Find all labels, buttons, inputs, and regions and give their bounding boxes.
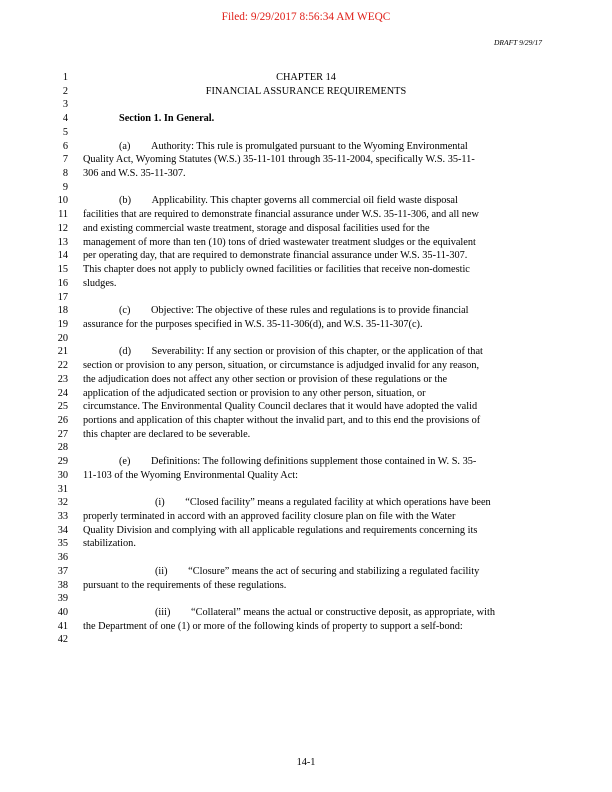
- line-number: 29: [57, 456, 68, 468]
- line-number: 7: [62, 154, 68, 166]
- line-number: 39: [57, 593, 68, 605]
- line-text: the adjudication does not affect any other section or provision of these regulations or the: [83, 373, 448, 385]
- line-number: 26: [57, 414, 68, 426]
- document-line: [0, 236, 612, 250]
- line-number: 31: [57, 483, 68, 495]
- line-number: 24: [57, 387, 68, 399]
- line-text: circumstance. The Environmental Quality Council declares that it would have adopted the valid: [83, 401, 478, 413]
- line-number: 35: [57, 538, 68, 550]
- line-text: (e) Definitions: The following definitions supplement those contained in W. S. 35-: [119, 456, 477, 468]
- line-number: 34: [57, 524, 68, 536]
- line-text: stabilization.: [83, 538, 136, 550]
- document-line: [0, 496, 612, 510]
- line-text: assurance for the purposes specified in W.S. 35-11-306(d), and W.S. 35-11-307(c).: [83, 318, 423, 330]
- line-number: 1: [62, 72, 68, 83]
- heading-line: CHAPTER 14: [276, 72, 336, 83]
- draft-label: DRAFT 9/29/17: [494, 38, 542, 47]
- document-line: [0, 524, 612, 538]
- line-number: 23: [57, 373, 68, 385]
- document-line: [0, 428, 612, 442]
- page-number: 14-1: [296, 757, 316, 768]
- line-number: 5: [62, 126, 68, 138]
- document-line: [0, 551, 612, 565]
- document-line: [0, 263, 612, 277]
- document-line: [0, 332, 612, 346]
- line-text: and existing commercial waste treatment, storage and disposal facilities used for the: [83, 222, 430, 234]
- line-number: 30: [57, 469, 68, 481]
- document-line: [0, 71, 612, 85]
- document-line: [0, 249, 612, 263]
- document-line: [0, 633, 612, 647]
- line-text: facilities that are required to demonstrate financial assurance under W.S. 35-11-306, and all new: [83, 209, 479, 221]
- line-text: (ii) “Closure” means the act of securing and stabilizing a regulated facility: [155, 565, 480, 577]
- filed-stamp: Filed: 9/29/2017 8:56:34 AM WEQC: [221, 11, 391, 23]
- line-number: 28: [57, 442, 68, 454]
- document-line: [0, 85, 612, 99]
- line-number: 18: [57, 305, 68, 317]
- document-line: [0, 112, 612, 126]
- document-line: [0, 373, 612, 387]
- line-number: 21: [57, 346, 68, 358]
- document-line: [0, 222, 612, 236]
- line-text: management of more than ten (10) tons of dried wastewater treatment sludges or the equivalent: [83, 236, 476, 248]
- line-number: 25: [57, 401, 68, 413]
- line-number: 8: [62, 168, 68, 180]
- document-line: [0, 181, 612, 195]
- line-number: 33: [57, 511, 68, 522]
- line-text: portions and application of this chapter without the invalid part, and to this end the provisions of: [83, 414, 481, 426]
- document-line: [0, 208, 612, 222]
- line-number: 2: [62, 85, 68, 97]
- line-number: 37: [57, 565, 68, 577]
- document-line: [0, 318, 612, 332]
- line-number: 16: [57, 277, 68, 289]
- line-number: 36: [57, 552, 68, 564]
- line-text: (b) Applicability. This chapter governs all commercial oil field waste disposal: [119, 195, 458, 207]
- line-number: 9: [62, 181, 68, 193]
- line-number: 4: [62, 113, 68, 125]
- document-line: [0, 620, 612, 634]
- line-number: 14: [57, 250, 68, 262]
- document-line: [0, 345, 612, 359]
- line-text: (d) Severability: If any section or provision of this chapter, or the application of that: [119, 346, 483, 358]
- line-number: 3: [62, 99, 68, 111]
- document-line: [0, 153, 612, 167]
- line-text: sludges.: [83, 277, 117, 289]
- line-number: 38: [57, 579, 68, 591]
- line-text: per operating day, that are required to demonstrate financial assurance under W.S. 35-11-307.: [83, 250, 468, 262]
- document-line: [0, 277, 612, 291]
- heading-line: FINANCIAL ASSURANCE REQUIREMENTS: [205, 85, 407, 97]
- line-number: 17: [57, 291, 68, 303]
- document-line: [0, 592, 612, 606]
- document-line: [0, 359, 612, 373]
- document-line: [0, 126, 612, 140]
- document-line: [0, 441, 612, 455]
- line-text: application of the adjudicated section or provision to any other person, situation, or: [83, 387, 426, 399]
- line-number: 19: [57, 318, 68, 330]
- document-line: [0, 167, 612, 181]
- line-number: 40: [57, 607, 68, 619]
- line-number: 27: [57, 428, 68, 440]
- line-text: (iii) “Collateral” means the actual or constructive deposit, as appropriate, with: [155, 607, 495, 619]
- line-text: This chapter does not apply to publicly owned facilities or facilities that receive non-domestic: [83, 264, 470, 276]
- line-number: 20: [57, 332, 68, 344]
- document-line: [0, 304, 612, 318]
- document-line: [0, 565, 612, 579]
- line-text: Quality Act, Wyoming Statutes (W.S.) 35-11-101 through 35-11-2004, specifically W.S. 35-11-: [83, 154, 475, 166]
- document-line: [0, 140, 612, 154]
- line-number: 11: [58, 209, 68, 221]
- document-line: [0, 414, 612, 428]
- line-text: Quality Division and complying with all applicable regulations and requirements concerning its: [83, 524, 478, 536]
- document-body: [0, 71, 612, 647]
- document-line: [0, 194, 612, 208]
- line-text: the Department of one (1) or more of the following kinds of property to support a self-bond:: [83, 620, 463, 632]
- line-number: 22: [57, 360, 68, 372]
- document-line: [0, 291, 612, 305]
- line-number: 32: [57, 497, 68, 509]
- document-line: [0, 387, 612, 401]
- section-heading: Section 1. In General.: [119, 113, 215, 125]
- line-text: section or provision to any person, situation, or circumstance is adjudged invalid for any reason,: [83, 360, 480, 372]
- line-text: properly terminated in accord with an approved facility closure plan on file with the Water: [83, 511, 456, 522]
- line-text: 306 and W.S. 35-11-307.: [83, 168, 186, 180]
- line-number: 42: [57, 634, 68, 646]
- document-line: [0, 606, 612, 620]
- line-text: (c) Objective: The objective of these rules and regulations is to provide financial: [119, 305, 469, 317]
- document-line: [0, 469, 612, 483]
- line-text: 11-103 of the Wyoming Environmental Quality Act:: [83, 469, 299, 481]
- line-number: 12: [57, 222, 68, 234]
- line-text: pursuant to the requirements of these regulations.: [83, 579, 287, 591]
- line-text: (a) Authority: This rule is promulgated pursuant to the Wyoming Environmental: [119, 140, 468, 152]
- document-line: [0, 537, 612, 551]
- line-number: 13: [57, 236, 68, 248]
- line-number: 6: [62, 140, 68, 152]
- line-text: (i) “Closed facility” means a regulated facility at which operations have been: [155, 497, 491, 509]
- line-number: 15: [57, 264, 68, 276]
- document-line: [0, 98, 612, 112]
- line-number: 10: [57, 195, 68, 207]
- document-line: [0, 400, 612, 414]
- line-text: this chapter are declared to be severable.: [83, 428, 251, 440]
- document-line: [0, 579, 612, 593]
- document-line: [0, 483, 612, 497]
- document-line: [0, 455, 612, 469]
- document-line: [0, 510, 612, 524]
- line-number: 41: [57, 620, 68, 632]
